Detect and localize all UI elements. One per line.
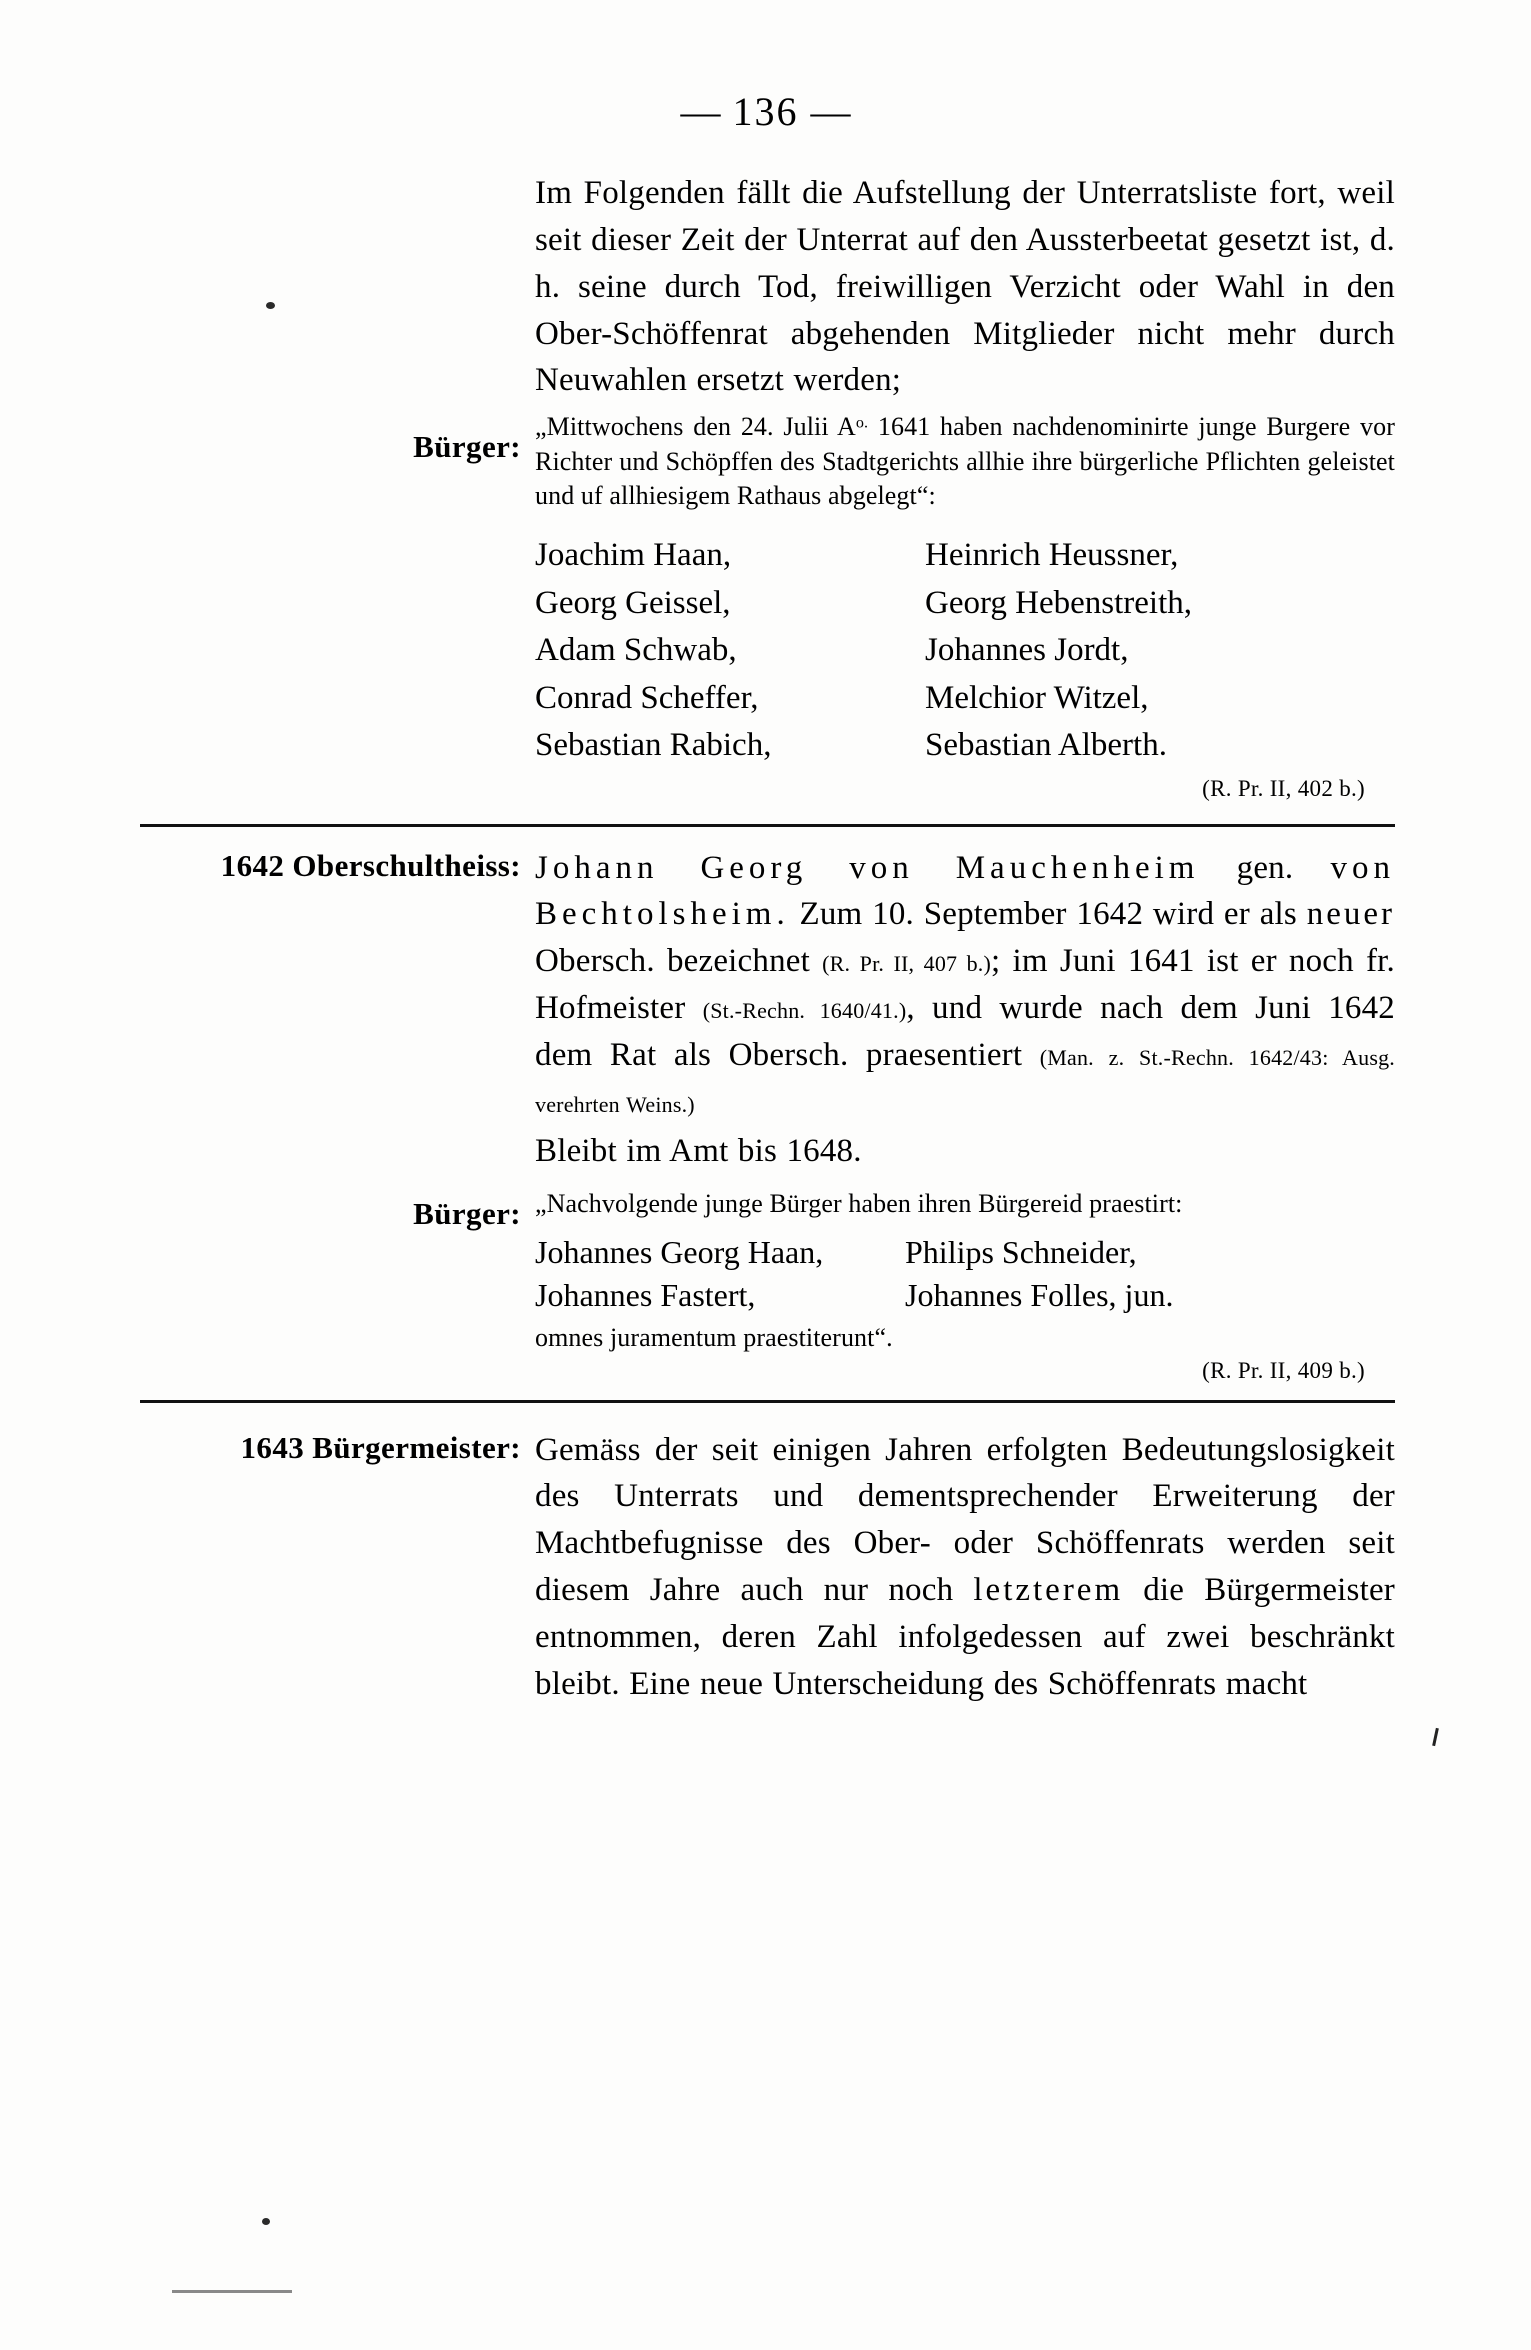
list-item: Johannes Folles, jun. (905, 1277, 1174, 1314)
oberschultheiss-text-d: , und wurde nach dem Juni 1642 dem Rat als Obersch. praesentiert (535, 990, 1396, 1074)
quote-superscript: o. (855, 414, 869, 432)
quote-buerger-1641 (535, 410, 1395, 514)
citation-1642: (R. Pr. II, 409 b.) (1202, 1357, 1365, 1383)
section-oberschultheiss-1642 (140, 845, 1395, 1175)
page-folio (0, 88, 1531, 135)
oberschultheiss-text-b: Obersch. bezeichnet (535, 943, 823, 980)
list-item: Georg Hebenstreith, (925, 584, 1192, 621)
list-item: Melchior Witzel, (925, 679, 1149, 716)
names-list-1641 (535, 532, 1395, 770)
oberschultheiss-body (535, 845, 1395, 1126)
list-item: Philips Schneider, (905, 1234, 1137, 1271)
buergermeister-text-b: die Bürgermeister entnommen, deren Zahl infolgedessen auf zwei beschränkt bleibt. Eine neue Unterscheidung des Schöffenrats macht (535, 1572, 1395, 1702)
officeholder-name-tail: gen. (1199, 849, 1294, 886)
scan-speck (262, 2218, 270, 2225)
list-item: Conrad Scheffer, (535, 679, 759, 716)
citation-inline-a: (R. Pr. II, 407 b.) (822, 951, 992, 977)
quote-text-rest: 1641 haben nachdenominirte junge Burgere vor Richter und Schöpffen des Stadtgerichts allhie ihre bürgerliche Pflichten geleistet und uf allhiesigem Rathaus abgelegt“: (535, 412, 1396, 511)
section-buerger-1642 (140, 1187, 1395, 1384)
buergermeister-text-a: Gemäss der seit einigen Jahren erfolgten Bedeutungslosigkeit des Unterrats und dementsprechender Erweiterung der Machtbefugnisse des Ober- oder Schöffenrats werden seit diesem Jahre auch nur noch (535, 1431, 1395, 1609)
quote-closing-latin: omnes juramentum praestiterunt“. (535, 1322, 893, 1352)
section-divider (140, 824, 1395, 827)
list-item: Sebastian Alberth. (925, 727, 1167, 764)
label-buerger-1641: Bürger: (413, 429, 521, 465)
folio-dash-left: — (680, 89, 721, 134)
section-buergermeister-1643 (140, 1427, 1395, 1708)
list-item: Georg Geissel, (535, 584, 731, 621)
list-item: Johannes Fastert, (535, 1277, 756, 1314)
emphasis-letzterem: letzterem (973, 1572, 1124, 1609)
scan-tickmark (1432, 1728, 1439, 1746)
names-column-right (925, 532, 1395, 770)
folio-dash-right: — (810, 89, 851, 134)
citation-1641: (R. Pr. II, 402 b.) (1202, 775, 1365, 801)
names-column-right (905, 1231, 1395, 1317)
buergermeister-paragraph (535, 1427, 1395, 1708)
citation-inline-b: (St.-Rechn. 1640/41.) (702, 998, 907, 1024)
list-item: Johannes Jordt, (925, 632, 1129, 669)
quote-text-start: „Mittwochens den 24. Julii A (535, 412, 856, 442)
label-buergermeister-1643: 1643 Bürgermeister: (240, 1429, 521, 1465)
citation-inline-c: (Man. z. St.-Rechn. 1642/43: Ausg. verehrten Weins.) (535, 1045, 1395, 1117)
scan-smudge (172, 2290, 292, 2293)
label-oberschultheiss-1642: 1642 Oberschultheiss: (220, 847, 521, 883)
list-item: Sebastian Rabich, (535, 727, 772, 764)
quote-buerger-1642: „Nachvolgende junge Bürger haben ihren Bürgereid praestirt: (535, 1188, 1183, 1218)
section-divider (140, 1400, 1395, 1403)
list-item: Heinrich Heussner, (925, 537, 1179, 574)
list-item: Joachim Haan, (535, 537, 732, 574)
list-item: Johannes Georg Haan, (535, 1234, 824, 1271)
names-column-left (535, 532, 925, 770)
page-number: 136 (732, 89, 799, 134)
oberschultheiss-text-a: Zum 10. September 1642 wird er als (789, 896, 1307, 933)
officeholder-name-secondary: von Bechtolsheim. (535, 849, 1395, 933)
section-buerger-1641 (140, 410, 1395, 801)
names-column-left (535, 1231, 905, 1317)
intro-paragraph: Im Folgenden fällt die Aufstellung der Unterratsliste fort, weil seit dieser Zeit der Unterrat auf den Aussterbeetat gesetzt ist, d. h. seine durch Tod, freiwilligen Verzicht oder Wahl in den Ober-Schöffenrat abgehenden Mitglieder nicht mehr durch Neuwahlen ersetzt werden; (535, 175, 1395, 399)
emphasis-neuer: neuer (1306, 896, 1395, 933)
officeholder-name-primary: Johann Georg von Mauchenheim (535, 849, 1200, 886)
names-list-1642 (535, 1231, 1395, 1317)
list-item: Adam Schwab, (535, 632, 737, 669)
oberschultheiss-tenure: Bleibt im Amt bis 1648. (535, 1132, 862, 1169)
label-buerger-1642: Bürger: (413, 1195, 521, 1231)
oberschultheiss-text-c: ; im Juni 1641 ist er noch fr. Hofmeister (535, 943, 1395, 1027)
section-intro-1641 (140, 170, 1395, 404)
